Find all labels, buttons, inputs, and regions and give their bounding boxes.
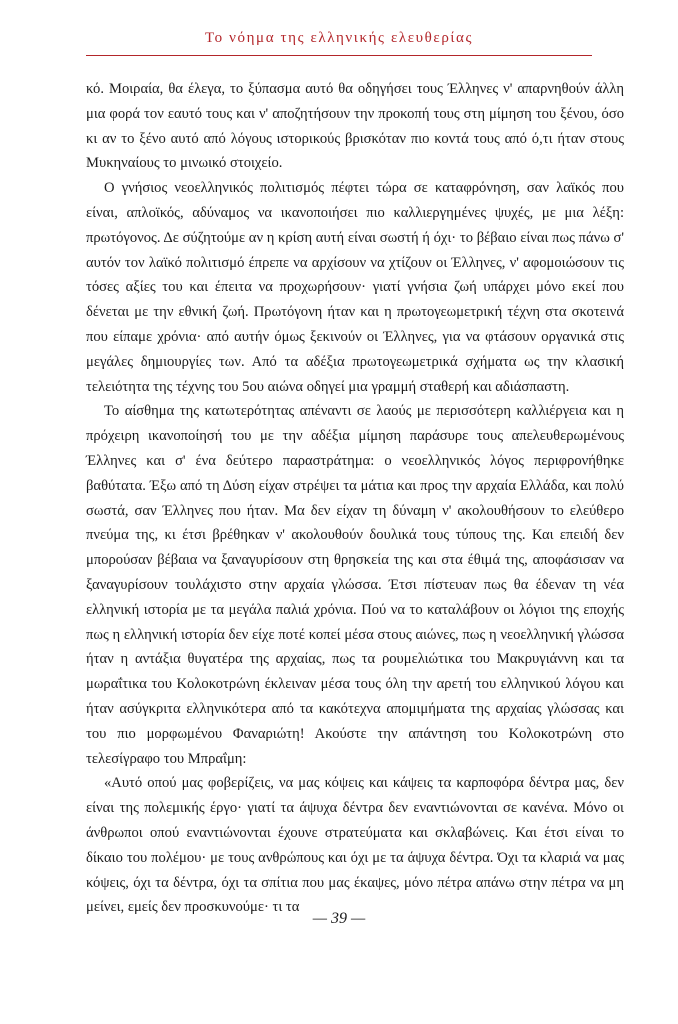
quotation-paragraph: «Αυτό οπού μας φοβερίζεις, να μας κόψεις και κάψεις τα καρποφόρα δέντρα μας, δεν είναι της πολεμικής έργο· γιατί τα άψυχα δέντρα δεν εναντιώνονται σε κανένα. Μόνο οι άνθρωποι οπού εναντιώνονται έχουνε στρατεύματα και σκλαβώνεις. Και έτσι είναι το δίκαιο του πολέμου· με τους ανθρώπους και όχι με τα άψυχα δέντρα. Όχι τα κλαριά να μας κόψεις, όχι τα δέντρα, όχι τα σπίτια που μας έκαψες, μόνο πέτρα απάνω στην πέτρα να μη μείνει, εμείς δεν προσκυνούμε· τι τα [86,775,624,916]
running-head-rule [86,55,592,56]
paragraph: Το αίσθημα της κατωτερότητας απέναντι σε λαούς με περισσότερη καλλιέργεια και η πρόχειρη ικανοποίησή του με την αδέξια μίμηση παράσυρε τους απελευθερωμένους Έλληνες και σ' ένα δεύτερο παραστράτημα: ο νεοελληνικός λόγος περιφρονήθηκε βαθύτατα. Έξω από τη Δύση είχαν στρέψει τα μάτια και προς την αρχαία Ελλάδα, και πολύ σωστά, σαν Έλληνες που ήταν. Μα δεν είχαν τη δύναμη ν' ακολουθήσουν το ελεύθερο πνεύμα της, κι έτσι βρέθηκαν ν' ακολουθούν δουλικά τους τύπους της. Και επειδή δεν μπορούσαν βέβαια να ξαναγυρίσουν στη θρησκεία της και στα έθιμά της, αποφάσισαν να ξαναγυρίσουν τουλάχιστο στην αρχαία γλώσσα. Έτσι πίστευαν πως θα έδεναν τη νέα ελληνική ιστορία με τα μεγάλα παλιά χρόνια. Πού να το καταλάβουν οι λόγιοι της εποχής πως η ελληνική ιστορία δεν είχε ποτέ κοπεί μέσα στους αιώνες, πως η νεοελληνική γλώσσα ήταν η αντάξια θυγατέρα της αρχαίας, πως τα ρουμελιώτικα του Μακρυγιάννη και τα μωραΐτικα του Κολοκοτρώνη έκλειναν μέσα τους όλη την αρετή του ελληνικού λόγου και ήταν ασύγκριτα ελληνικότερα από τα κακότεχνα απομιμήματα της αρχαίας γλώσσας και του πιο μορφωμένου Φαναριώτη! Ακούστε την απάντηση του Κολοκοτρώνη στο τελεσίγραφο του Μπραΐμη: [86,403,624,767]
running-head: Το νόημα της ελληνικής ελευθερίας [204,30,474,46]
paragraph: κό. Μοιραία, θα έλεγα, το ξύπασμα αυτό θα οδηγήσει τους Έλληνες ν' απαρνηθούν άλλη μια φορά τον εαυτό τους και ν' αποζητήσουν την προκοπή τους στη μίμηση του ξένου, όσο κι αν το ξένο αυτό από λόγους ιστορικούς βρισκόταν πιο κοντά τους από ό,τι ήταν στους Μυκηναίους το μινωικό στοιχείο. [86,81,624,172]
paragraph: Ο γνήσιος νεοελληνικός πολιτισμός πέφτει τώρα σε καταφρόνηση, σαν λαϊκός που είναι, απλοϊκός, αδύναμος να ικανοποιήσει πιο καλλιεργημένες ψυχές, με μια λέξη: πρωτόγονος. Δε σύζητούμε αν η κρίση αυτή είναι σωστή ή όχι· το βέβαιο είναι πως πάνω σ' αυτόν τον λαϊκό πολιτισμό έπρεπε να αρχίσουν να χτίζουν οι Έλληνες, ν' αφομοιώσουν τις τόσες αξίες του και έπειτα να προχωρήσουν· γιατί γνήσια ζωή υπάρχει μόνο εκεί που δένεται με την εθνική ζωή. Πρωτόγονη ήταν και η πρωτογεωμετρική τέχνη στα σκοτεινά που είπαμε χρόνια· από αυτήν όμως ξεκινούν οι Έλληνες, για να φτάσουν οργανικά στις μεγάλες δημιουργίες των. Από τα αδέξια πρωτογεωμετρικά σχήματα ως την κλασική τελειότητα της τέχνης του 5ου αιώνα οδηγεί μια γραμμή σταθερή και αδιάσπαστη. [86,180,624,395]
body-text [86,77,624,920]
page-number: — 39 — [312,910,366,927]
